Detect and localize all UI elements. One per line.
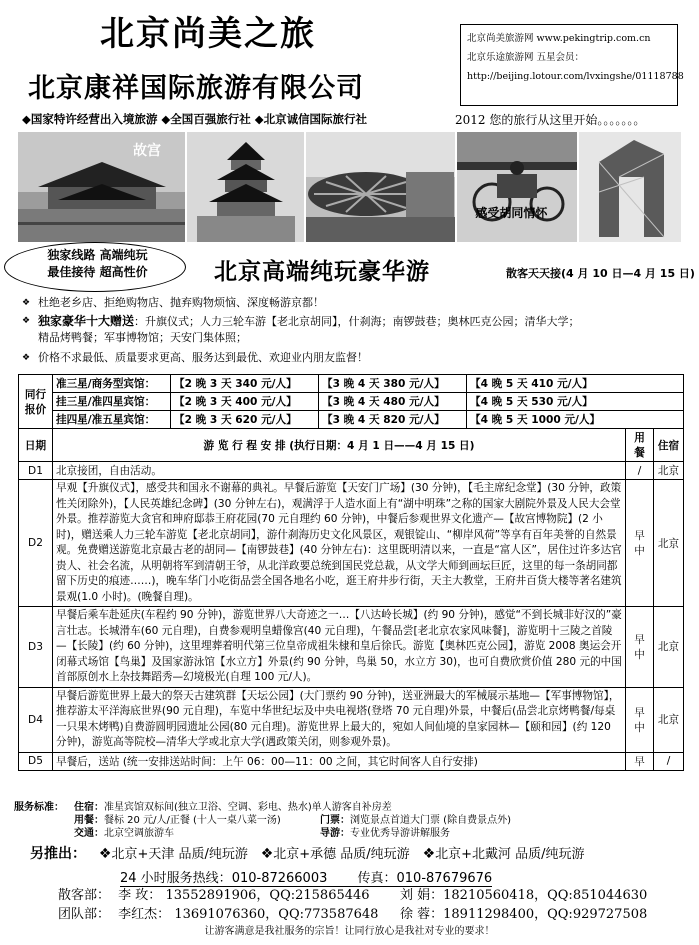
info-line[interactable]: http://beijing.lotour.com/lvxingshe/01118788 xyxy=(467,71,684,82)
photo-strip xyxy=(18,132,681,242)
hotel-class: 挂四星/准五星宾馆： xyxy=(53,411,171,429)
hutong-rickshaw-photo xyxy=(457,132,576,242)
hotline-phone[interactable]: 010-87266003 xyxy=(231,871,328,886)
promo-label: 另推出： xyxy=(30,846,86,862)
contact-row xyxy=(58,884,370,903)
promo-diamond-icon: ❖ xyxy=(422,846,436,862)
price-label: 同行报价 xyxy=(19,375,53,429)
promo-diamond-icon: ❖ xyxy=(260,846,274,862)
fax-number: 010-87679676 xyxy=(396,871,493,886)
day-plan: 北京接团，自由活动。 xyxy=(53,462,626,480)
service-key: 用餐： xyxy=(74,815,104,826)
contact-row xyxy=(58,903,378,922)
website-info-box xyxy=(460,24,684,106)
day-meal: 早 xyxy=(626,752,654,770)
price-row xyxy=(19,393,684,411)
day-meal: 早中 xyxy=(626,607,654,688)
hutong-rickshaw-image xyxy=(457,132,576,242)
schedule-header-row xyxy=(19,429,684,462)
day-row xyxy=(19,607,684,688)
bullet-bold: 独家豪华十大赠送 xyxy=(38,314,135,328)
service-item xyxy=(320,824,450,839)
price-cell: 【2 晚 3 天 400 元/人】 xyxy=(171,393,319,411)
bottom-slogan: 让游客满意是我社服务的宗旨！让同行放心是我社对专业的要求！ xyxy=(204,926,495,937)
photo-label-hutong: 感受胡同情怀 xyxy=(475,206,548,220)
tour-headline: 北京高端纯玩豪华游 xyxy=(214,259,430,285)
cctv-tower-image xyxy=(579,132,681,242)
promo-item: 北京+天津 品质/纯玩游 xyxy=(111,847,248,862)
promo-item: 北京+承德 品质/纯玩游 xyxy=(273,847,410,862)
cloud-line: 独家线路 高端纯玩 xyxy=(47,248,148,262)
price-cell: 【4 晚 5 天 410 元/人】 xyxy=(467,375,684,393)
departure-dates: 散客天天接(4 月 10 日—4 月 15 日) xyxy=(506,267,695,280)
price-row xyxy=(19,375,684,393)
contact-name: 徐 蓉： xyxy=(400,907,444,922)
day-stay: 北京 xyxy=(654,687,684,752)
forbidden-city-photo xyxy=(18,132,185,242)
service-key: 门票： xyxy=(320,815,350,826)
bullet-diamond-icon: ❖ xyxy=(22,353,31,363)
contact-dept: 团队部： xyxy=(58,907,111,922)
feature-cloud-text xyxy=(25,247,170,281)
day-label: D2 xyxy=(19,480,53,607)
hotel-class: 挂三星/准四星宾馆： xyxy=(53,393,171,411)
service-key: 交通： xyxy=(74,828,104,839)
price-cell: 【4 晚 5 天 530 元/人】 xyxy=(467,393,684,411)
service-value: 北京空调旅游车 xyxy=(104,828,174,839)
service-value: 浏览景点首道大门票 (除自费景点外) xyxy=(350,815,511,826)
day-plan: 早观【升旗仪式】，感受共和国永不谢幕的典礼。早餐后游览【天安门广场】(30 分钟)，【毛主席纪念堂】(30 分钟，政策性关闭除外)，【人民英雄纪念碑】(30 分钟左右)，观满浮于人造水面上有“湖中明珠”之称的国家大剧院外景及人民大会堂外景。推荐游览大贪官和珅府邸恭王府花园(70 元自理约 60 分钟)，中餐后参观世界文化遗产—【故宫博物院】(2 小时)，赠送乘人力三轮车游览【老北京胡同】，游什刹海历史文化风景区，观银锭山、“柳岸风荷”等享有百年美誉的自然景观。免费赠送游览北京最古老的胡同—【南锣鼓巷】(40 分钟左右)：这里既明清以来，一直是“富人区”，居住过许多达官贵人、社会名流，从明朝将军到清朝王爷，从北洋政要总统到国民党总裁，从文学大师到画坛巨匠，这里的每一条胡同都留下历史的痕迹……)，晚车华门小吃街品尝全国各地名小吃，逛王府井步行街，天主大教堂，王府井百货大楼等著名建筑景观(1.0 小时)。(晚餐自理)。 xyxy=(53,480,626,607)
promo-row xyxy=(30,843,585,863)
slogan: 2012 您的旅行从这里开始。。。。。。。 xyxy=(455,113,646,127)
day-meal: 早中 xyxy=(626,480,654,607)
contact-phone[interactable]: 13691076360，QQ:773587648 xyxy=(174,907,379,922)
hotline-label: 24 小时服务热线： xyxy=(120,871,232,886)
bullet-diamond-icon: ❖ xyxy=(22,316,31,326)
day-plan: 早餐后，送站 (统一安排送站时间：上午 06：00—11：00 之间，其它时间客人自行安排) xyxy=(53,752,626,770)
credential-tags xyxy=(22,111,367,127)
birds-nest-image xyxy=(306,132,455,242)
contact-phone[interactable]: 18911298400，QQ:929727508 xyxy=(443,907,648,922)
temple-of-heaven-photo xyxy=(187,132,304,242)
day-row xyxy=(19,462,684,480)
tag-item: ◆北京诚信国际旅行社 xyxy=(254,112,368,126)
header-date: 日期 xyxy=(19,429,53,462)
info-line[interactable]: 北京尚美旅游网 www.pekingtrip.com.cn xyxy=(467,33,651,44)
service-value: 餐标 20 元/人/正餐 (十人一桌八菜一汤) xyxy=(104,815,281,826)
day-row xyxy=(19,687,684,752)
service-key: 住宿： xyxy=(74,802,104,813)
bullet-text: 精品烤鸭餐；军事博物馆；天安门集体照； xyxy=(38,331,247,344)
hotel-class: 准三星/商务型宾馆： xyxy=(53,375,171,393)
price-cell: 【3 晚 4 天 380 元/人】 xyxy=(319,375,467,393)
day-plan: 早餐后游览世界上最大的祭天古建筑群【天坛公园】(大门票约 90 分钟)，送亚洲最大的军械展示基地—【军事博物馆】，推荐游太平洋海底世界(90 元自理)，车览中华世纪坛及中央电视塔(登塔 70 元自理)外景，中餐后(品尝北京烤鸭餐/每桌一只果木烤鸭)自费游圆明园遗址公园(80 元自理)。游览世界上最大的，宛如人间仙境的皇家园林—【颐和园】(约 120 分钟)，游览高等院校—清华大学或北京大学(遇政策关闭，则参观外景)。 xyxy=(53,687,626,752)
contact-row xyxy=(400,884,647,903)
bullet-text: ：升旗仪式；人力三轮车游【老北京胡同】，什刹海；南锣鼓巷；奥林匹克公园；清华大学； xyxy=(134,315,580,328)
brand-title: 北京尚美之旅 xyxy=(100,14,316,54)
service-value: 准星宾馆双标间(独立卫浴、空调、彩电、热水)单人游客自补房差 xyxy=(104,802,392,813)
contact-phone[interactable]: 13552891906，QQ:215865446 xyxy=(165,888,370,903)
birds-nest-photo xyxy=(306,132,455,242)
promo-diamond-icon: ❖ xyxy=(98,846,112,862)
price-cell: 【2 晚 3 天 620 元/人】 xyxy=(171,411,319,429)
service-item xyxy=(74,824,174,839)
service-label: 服务标准： xyxy=(14,802,64,813)
day-label: D5 xyxy=(19,752,53,770)
contact-name: 刘 娟： xyxy=(400,888,444,903)
price-cell: 【2 晚 3 天 340 元/人】 xyxy=(171,375,319,393)
day-stay: 北京 xyxy=(654,607,684,688)
contact-row xyxy=(400,903,647,922)
price-cell: 【4 晚 5 天 1000 元/人】 xyxy=(467,411,684,429)
promo-item: 北京+北戴河 品质/纯玩游 xyxy=(435,847,585,862)
day-label: D1 xyxy=(19,462,53,480)
day-meal: 早中 xyxy=(626,687,654,752)
day-plan: 早餐后乘车赴延庆(车程约 90 分钟)，游览世界八大奇迹之一…【八达岭长城】(约 90 分钟)，感觉“不到长城非好汉的”豪言壮志。长城滑车(60 元自理)，自费参观明皇蜡像宫(40 元自理)，午餐品尝[老北京农家风味餐]，游览明十三陵之首陵—【长陵】(约 60 分钟)，这里埋葬着明代第三位皇帝成祖朱棣和皇后徐氏。游览【奥林匹克公园】，游览 2008 奥运会开闭幕式场馆【鸟巢】及国家游泳馆【水立方】外景(约 90 分钟，鸟巢 50，水立方 30)，也可自费欣赏价值 280 元的中国首部原创水上杂技舞蹈秀—幻境极光(自理 100 元/人)。 xyxy=(53,607,626,688)
itinerary-table xyxy=(18,374,684,771)
day-label: D3 xyxy=(19,607,53,688)
header-plan: 游 览 行 程 安 排 (执行日期：4 月 1 日——4 月 15 日) xyxy=(53,429,626,462)
contact-name: 李红杰： xyxy=(118,907,171,922)
contact-dept: 散客部： xyxy=(58,888,111,903)
price-cell: 【3 晚 4 天 820 元/人】 xyxy=(319,411,467,429)
bullet-item xyxy=(22,350,368,366)
service-value: 专业优秀导游讲解服务 xyxy=(350,828,450,839)
day-meal: / xyxy=(626,462,654,480)
service-key: 导游： xyxy=(320,828,350,839)
contact-name: 李 玫： xyxy=(118,888,162,903)
price-cell: 【3 晚 4 天 480 元/人】 xyxy=(319,393,467,411)
day-label: D4 xyxy=(19,687,53,752)
day-row xyxy=(19,752,684,770)
day-stay: 北京 xyxy=(654,480,684,607)
info-line: 北京乐途旅游网 五星会员： xyxy=(467,52,585,63)
bullet-item xyxy=(22,313,668,346)
cctv-tower-photo xyxy=(579,132,681,242)
photo-label-gugong: 故宫 xyxy=(133,143,161,159)
bullet-text: 价格不求最低、质量要求更高、服务达到最优、欢迎业内朋友监督！ xyxy=(38,351,368,364)
day-stay: 北京 xyxy=(654,462,684,480)
temple-of-heaven-image xyxy=(187,132,304,242)
day-row xyxy=(19,480,684,607)
bullet-diamond-icon: ❖ xyxy=(22,298,31,308)
day-stay: / xyxy=(654,752,684,770)
cloud-line: 最佳接待 超高性价 xyxy=(47,265,148,279)
tag-item: ◆全国百强旅行社 xyxy=(161,112,251,126)
price-row xyxy=(19,411,684,429)
bullet-item xyxy=(22,295,324,311)
company-name: 北京康祥国际旅游有限公司 xyxy=(28,73,364,104)
header-meal: 用餐 xyxy=(626,429,654,462)
bullet-text: 杜绝老乡店、拒绝购物店、抛弃购物烦恼、深度畅游京都！ xyxy=(38,296,324,309)
header-stay: 住宿 xyxy=(654,429,684,462)
contact-phone[interactable]: 18210560418，QQ:851044630 xyxy=(443,888,648,903)
fax-label: 传真： xyxy=(357,871,397,886)
tag-item: ◆国家特许经营出入境旅游 xyxy=(22,112,158,126)
